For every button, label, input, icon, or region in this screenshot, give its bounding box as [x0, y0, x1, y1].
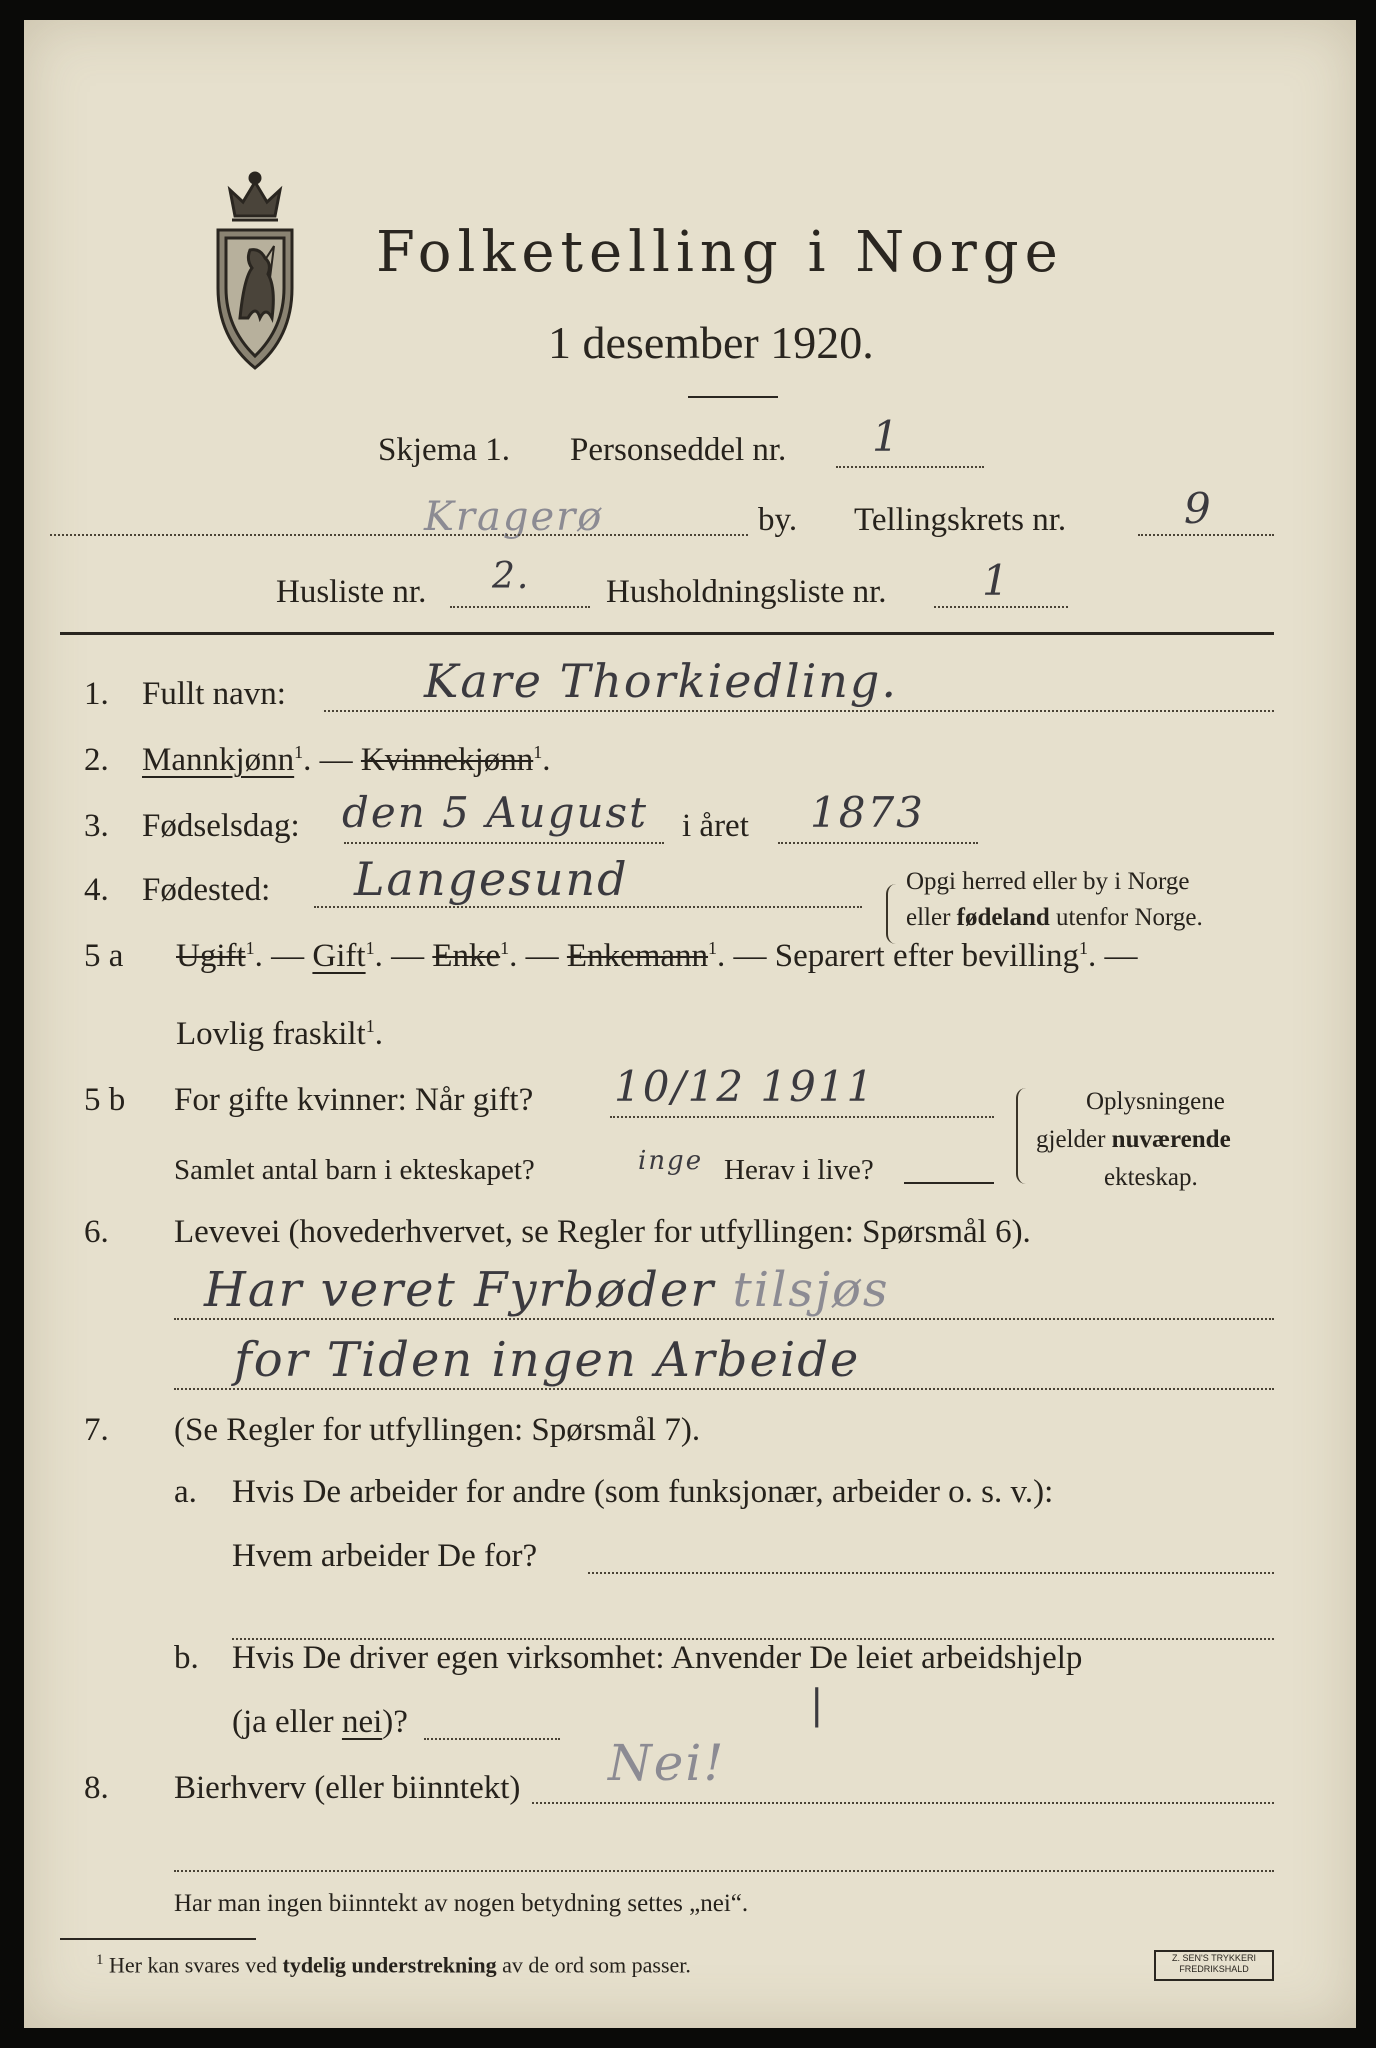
q5b-note-line1: Oplysningene — [1086, 1088, 1225, 1115]
tellingskrets-label: Tellingskrets nr. — [854, 502, 1067, 538]
q8-label: Bierhverv (eller biinntekt) — [174, 1770, 521, 1806]
q1-label: Fullt navn: — [142, 676, 286, 712]
q4-birthplace-value[interactable]: Langesund — [354, 852, 629, 906]
printer-stamp — [1154, 1950, 1274, 1981]
q4-number: 4. — [84, 872, 109, 908]
q2-female-option[interactable]: Kvinnekjønn — [360, 742, 534, 778]
header-rule — [60, 632, 1274, 635]
q5b-married-line — [610, 1116, 994, 1118]
coat-of-arms-icon — [210, 168, 300, 378]
footnote: $^1$ Her kan svares ved tydelig understrekning av de ord som passer. — [96, 1952, 691, 1978]
q5b-number: 5 b — [84, 1082, 126, 1118]
q7b-nei-option[interactable]: nei — [341, 1704, 383, 1740]
q7b-text: Hvis De driver egen virksomhet: Anvender De leiet arbeidshjelp — [232, 1640, 1083, 1676]
q3-year-label: i året — [682, 808, 749, 844]
q5b-note-line3: ekteskap. — [1104, 1164, 1198, 1191]
q7a-number: a. — [174, 1474, 197, 1510]
q6-label: Levevei (hovederhvervet, se Regler for utfyllingen: Spørsmål 6). — [174, 1214, 1031, 1250]
q8-value[interactable]: Nei! — [608, 1734, 726, 1792]
q1-line — [324, 710, 1274, 712]
q3-birth-day-value[interactable]: den 5 August — [342, 788, 648, 837]
q5a-ugift-option[interactable]: Ugift — [176, 938, 246, 974]
q5a-enkemann-option[interactable]: Enkemann — [566, 938, 709, 974]
q3-year-line — [778, 842, 978, 844]
printer-stamp-text: Z. SEN'S TRYKKERI FREDRIKSHALD — [1172, 1953, 1256, 1974]
q1-number: 1. — [84, 676, 109, 712]
q7b-mark: | — [810, 1682, 826, 1728]
q5b-children-value[interactable]: inge — [638, 1146, 704, 1176]
personseddel-label: Personseddel nr. — [570, 432, 787, 468]
q6-line1 — [174, 1318, 1274, 1320]
q4-label: Fødested: — [142, 872, 271, 908]
q2-male-option[interactable]: Mannkjønn — [142, 742, 295, 778]
form-title: Folketelling i Norge — [376, 220, 1064, 285]
place-line — [50, 534, 748, 536]
q5a-enke-option[interactable]: Enke — [432, 938, 501, 974]
place-value[interactable]: Kragerø — [424, 494, 604, 540]
husliste-label: Husliste nr. — [276, 574, 427, 610]
q4-brace — [886, 884, 898, 944]
husholdningsliste-value[interactable]: 1 — [982, 556, 1011, 605]
q3-day-line — [344, 842, 664, 844]
q6-number: 6. — [84, 1214, 109, 1250]
q8-line1 — [532, 1802, 1274, 1804]
q7a-question: Hvem arbeider De for? — [232, 1538, 538, 1574]
q2-number: 2. — [84, 742, 109, 778]
tellingskrets-line — [1138, 534, 1274, 536]
q8-note: Har man ingen biinntekt av nogen betydning settes „nei“. — [174, 1890, 749, 1917]
husholdningsliste-line — [934, 606, 1068, 608]
personseddel-value[interactable]: 1 — [872, 412, 901, 461]
q1-full-name-value[interactable]: Kare Thorkiedling. — [424, 654, 898, 708]
q6-line2 — [174, 1388, 1274, 1390]
q4-note-line1: Opgi herred eller by i Norge — [906, 868, 1190, 895]
husholdningsliste-label: Husholdningsliste nr. — [606, 574, 887, 610]
q7b-question: (ja eller nei)? — [232, 1704, 408, 1740]
q5a-marital-status: Ugift$^1$. — Gift$^1$. — Enke$^1$. — Enkemann$^1$. — Separert efter bevilling$^1$. — — [176, 938, 1138, 974]
q4-note-line2: eller fødeland utenfor Norge. — [906, 904, 1203, 931]
q3-label: Fødselsdag: — [142, 808, 300, 844]
q5b-alive-label: Herav i live? — [724, 1154, 874, 1186]
q7a-text: Hvis De arbeider for andre (som funksjonær, arbeider o. s. v.): — [232, 1474, 1054, 1510]
q2-sex: Mannkjønn$^1$. — Kvinnekjønn$^1$. — [142, 742, 551, 778]
husliste-value[interactable]: 2. — [492, 556, 531, 597]
q5a-separert-option[interactable]: Separert efter bevilling — [774, 938, 1079, 974]
footnote-rule — [60, 1938, 256, 1940]
q7b-number: b. — [174, 1640, 199, 1676]
q5a-fraskilt-option[interactable]: Lovlig fraskilt$^1$. — [176, 1016, 383, 1052]
q3-birth-year-value[interactable]: 1873 — [810, 788, 925, 837]
q3-number: 3. — [84, 808, 109, 844]
title-divider — [688, 396, 778, 398]
q7b-answer-line[interactable] — [424, 1738, 560, 1740]
q5a-gift-option[interactable]: Gift — [312, 938, 366, 974]
census-form — [24, 20, 1356, 2028]
skjema-label: Skjema 1. — [378, 432, 510, 468]
tellingskrets-value[interactable]: 9 — [1184, 484, 1213, 533]
husliste-line — [450, 606, 590, 608]
q7-label: (Se Regler for utfyllingen: Spørsmål 7). — [174, 1412, 701, 1448]
q8-line2 — [174, 1870, 1274, 1872]
form-date: 1 desember 1920. — [548, 317, 874, 368]
q7-number: 7. — [84, 1412, 109, 1448]
personseddel-line — [836, 466, 984, 468]
q5b-married-date-value[interactable]: 10/12 1911 — [614, 1062, 876, 1111]
q5b-note-line2: gjelder nuværende — [1036, 1126, 1231, 1153]
q5b-label: For gifte kvinner: Når gift? — [174, 1082, 534, 1118]
q7a-answer-line1[interactable] — [588, 1572, 1274, 1574]
q5b-brace — [1016, 1088, 1030, 1184]
q4-line — [314, 906, 862, 908]
q5a-number: 5 a — [84, 938, 124, 974]
q8-number: 8. — [84, 1770, 109, 1806]
q5b-children-label: Samlet antal barn i ekteskapet? — [174, 1154, 535, 1186]
by-label: by. — [758, 502, 798, 538]
q5b-alive-line — [904, 1182, 994, 1184]
q6-answer-line2[interactable]: for Tiden ingen Arbeide — [234, 1332, 861, 1388]
q6-answer-line1[interactable]: Har veret Fyrbøder tilsjøs — [204, 1262, 890, 1318]
